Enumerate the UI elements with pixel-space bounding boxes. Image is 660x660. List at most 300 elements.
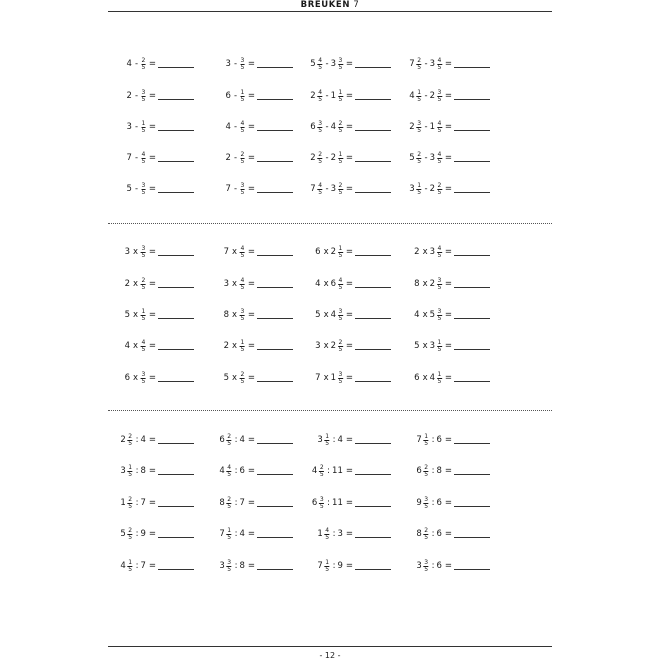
fraction	[437, 152, 442, 165]
denominator: 5	[227, 471, 232, 478]
fraction	[128, 560, 133, 573]
answer-blank[interactable]	[355, 161, 391, 162]
numerator: 2	[319, 463, 324, 471]
numerator: 3	[417, 119, 422, 127]
denominator: 5	[141, 346, 146, 353]
operator: x	[133, 279, 139, 289]
operand	[140, 278, 147, 291]
operand	[332, 466, 344, 476]
equals-sign: =	[444, 122, 452, 132]
problem-multiplication	[315, 370, 353, 386]
equals-sign: =	[247, 466, 255, 476]
page-title	[108, 0, 552, 11]
whole-number: 1	[330, 373, 337, 383]
answer-blank[interactable]	[158, 192, 194, 193]
answer-blank[interactable]	[158, 99, 194, 100]
denominator: 5	[417, 189, 422, 196]
operand	[239, 246, 246, 259]
numerator: 3	[338, 307, 343, 315]
numerator: 1	[338, 244, 343, 252]
answer-blank[interactable]	[158, 161, 194, 162]
answer-blank[interactable]	[355, 443, 391, 444]
answer-blank[interactable]	[257, 161, 293, 162]
operand	[409, 121, 422, 134]
fraction	[240, 278, 245, 291]
answer-blank[interactable]	[257, 99, 293, 100]
problem-division	[317, 526, 353, 542]
equals-sign: =	[148, 279, 156, 289]
operator: -	[134, 184, 139, 194]
problem-multiplication	[125, 276, 156, 292]
operand	[416, 560, 429, 573]
whole-number: 7	[140, 498, 146, 508]
numerator: 3	[424, 495, 429, 503]
operand	[331, 372, 344, 385]
problem-subtraction	[226, 56, 255, 72]
fraction	[227, 497, 232, 510]
whole-number: 2	[429, 279, 436, 289]
problem-subtraction	[127, 181, 156, 197]
problem-division	[312, 463, 353, 479]
answer-blank[interactable]	[454, 349, 490, 350]
fraction	[141, 278, 146, 291]
operator: -	[134, 59, 139, 69]
equals-sign: =	[345, 279, 353, 289]
whole-number: 6	[124, 373, 131, 383]
answer-blank[interactable]	[454, 255, 490, 256]
operator: :	[135, 466, 139, 476]
operator: :	[431, 561, 435, 571]
problem-division	[120, 432, 156, 448]
problem-multiplication	[315, 307, 353, 323]
answer-blank[interactable]	[454, 474, 490, 475]
answer-blank[interactable]	[158, 474, 194, 475]
problem-subtraction	[226, 150, 255, 166]
answer-blank[interactable]	[158, 537, 194, 538]
numerator: 3	[437, 307, 442, 315]
whole-number: 9	[140, 529, 146, 539]
answer-blank[interactable]	[355, 318, 391, 319]
answer-blank[interactable]	[257, 381, 293, 382]
problem-subtraction	[409, 150, 452, 166]
operand	[226, 184, 232, 194]
whole-number: 2	[330, 341, 337, 351]
answer-blank[interactable]	[454, 99, 490, 100]
answer-blank[interactable]	[257, 318, 293, 319]
answer-blank[interactable]	[454, 443, 490, 444]
operand	[226, 91, 232, 101]
denominator: 5	[417, 158, 422, 165]
whole-number: 6	[310, 122, 316, 132]
answer-blank[interactable]	[454, 381, 490, 382]
equals-sign: =	[444, 498, 452, 508]
answer-blank[interactable]	[158, 381, 194, 382]
whole-number: 4	[120, 561, 126, 571]
denominator: 5	[437, 315, 442, 322]
numerator: 4	[240, 276, 245, 284]
problem-division	[120, 558, 156, 574]
problem-division	[416, 432, 452, 448]
whole-number: 7	[140, 561, 146, 571]
operator: -	[325, 153, 329, 163]
numerator: 1	[437, 370, 442, 378]
whole-number: 1	[120, 498, 126, 508]
problem-multiplication	[125, 244, 156, 260]
whole-number: 5	[409, 153, 415, 163]
equals-sign: =	[345, 153, 353, 163]
operand	[140, 561, 146, 571]
fraction	[417, 58, 422, 71]
operator: x	[232, 279, 238, 289]
fraction	[424, 560, 429, 573]
operand	[140, 58, 147, 71]
whole-number: 2	[124, 279, 131, 289]
problem-subtraction	[127, 56, 156, 72]
answer-blank[interactable]	[257, 474, 293, 475]
operand	[125, 247, 131, 257]
operator: :	[234, 466, 238, 476]
answer-blank[interactable]	[454, 287, 490, 288]
fraction	[141, 340, 146, 353]
whole-number: 4	[124, 341, 131, 351]
denominator: 5	[240, 64, 245, 71]
operand	[331, 278, 344, 291]
operand	[140, 246, 147, 259]
answer-blank[interactable]	[158, 443, 194, 444]
answer-blank[interactable]	[257, 255, 293, 256]
answer-blank[interactable]	[355, 474, 391, 475]
whole-number: 6	[436, 498, 442, 508]
denominator: 5	[325, 440, 330, 447]
numerator: 3	[240, 56, 245, 64]
numerator: 4	[240, 119, 245, 127]
operator: x	[422, 341, 428, 351]
operand	[409, 183, 422, 196]
numerator: 3	[240, 307, 245, 315]
problem-division	[120, 526, 156, 542]
answer-blank[interactable]	[158, 349, 194, 350]
problem-division	[317, 558, 353, 574]
fraction	[417, 121, 422, 134]
whole-number: 4	[315, 279, 321, 289]
fraction	[227, 434, 232, 447]
numerator: 4	[318, 56, 323, 64]
operand	[430, 183, 443, 196]
equals-sign: =	[247, 91, 255, 101]
whole-number: 6	[416, 466, 422, 476]
operator: -	[233, 153, 238, 163]
problem-multiplication	[315, 276, 353, 292]
denominator: 5	[338, 127, 343, 134]
answer-blank[interactable]	[158, 255, 194, 256]
numerator: 2	[338, 338, 343, 346]
numerator: 4	[240, 244, 245, 252]
operand	[315, 247, 321, 257]
operator: x	[133, 247, 139, 257]
answer-blank[interactable]	[355, 255, 391, 256]
numerator: 1	[424, 432, 429, 440]
whole-number: 8	[219, 498, 225, 508]
denominator: 5	[128, 440, 133, 447]
whole-number: 6	[311, 498, 318, 508]
equals-sign: =	[148, 247, 156, 257]
fraction	[128, 465, 133, 478]
operand	[310, 183, 323, 196]
whole-number: 11	[332, 498, 343, 508]
operand	[416, 465, 429, 478]
header-rule	[108, 11, 552, 12]
denominator: 5	[141, 158, 146, 165]
fraction	[338, 309, 343, 322]
problem-subtraction	[127, 88, 156, 104]
operand	[219, 465, 232, 478]
numerator: 4	[437, 244, 442, 252]
whole-number: 5	[310, 59, 316, 69]
whole-number: 7	[416, 435, 422, 445]
equals-sign: =	[444, 247, 452, 257]
operator: -	[134, 153, 139, 163]
numerator: 2	[227, 495, 232, 503]
whole-number: 9	[337, 561, 343, 571]
whole-number: 8	[223, 310, 230, 320]
equals-sign: =	[444, 561, 452, 571]
operand	[414, 279, 420, 289]
denominator: 5	[141, 189, 146, 196]
equals-sign: =	[345, 59, 353, 69]
operator: :	[135, 529, 139, 539]
fraction	[240, 121, 245, 134]
answer-blank[interactable]	[158, 506, 194, 507]
numerator: 4	[437, 119, 442, 127]
whole-number: 2	[223, 341, 230, 351]
denominator: 5	[437, 158, 442, 165]
answer-blank[interactable]	[355, 506, 391, 507]
whole-number: 6	[436, 529, 442, 539]
operand	[140, 183, 147, 196]
denominator: 5	[338, 284, 343, 291]
answer-blank[interactable]	[454, 506, 490, 507]
problem-multiplication	[414, 276, 452, 292]
operator: :	[431, 435, 435, 445]
answer-blank[interactable]	[454, 67, 490, 68]
problem-multiplication	[224, 276, 255, 292]
answer-blank[interactable]	[454, 569, 490, 570]
operand	[127, 59, 133, 69]
operand	[125, 373, 131, 383]
numerator: 1	[437, 338, 442, 346]
whole-number: 4	[337, 435, 343, 445]
fraction	[437, 90, 442, 103]
whole-number: 1	[317, 529, 323, 539]
equals-sign: =	[247, 498, 255, 508]
equals-sign: =	[148, 466, 156, 476]
operand	[414, 373, 420, 383]
numerator: 1	[141, 119, 146, 127]
operator: :	[327, 498, 331, 508]
operand	[430, 90, 443, 103]
fraction	[141, 372, 146, 385]
whole-number: 4	[219, 466, 225, 476]
fraction	[128, 434, 133, 447]
whole-number: 2	[330, 153, 337, 163]
fraction	[240, 152, 245, 165]
equals-sign: =	[345, 184, 353, 194]
whole-number: 2	[225, 153, 231, 163]
problem-multiplication	[315, 338, 353, 354]
answer-blank[interactable]	[454, 161, 490, 162]
equals-sign: =	[247, 59, 255, 69]
answer-blank[interactable]	[257, 192, 293, 193]
answer-blank[interactable]	[355, 99, 391, 100]
answer-blank[interactable]	[158, 130, 194, 131]
equals-sign: =	[148, 435, 156, 445]
numerator: 2	[128, 526, 133, 534]
answer-blank[interactable]	[454, 537, 490, 538]
denominator: 5	[424, 566, 429, 573]
operator: x	[232, 373, 238, 383]
operand	[317, 528, 330, 541]
denominator: 5	[325, 534, 330, 541]
equals-sign: =	[148, 184, 156, 194]
denominator: 5	[240, 378, 245, 385]
fraction	[318, 121, 323, 134]
answer-blank[interactable]	[257, 287, 293, 288]
operator: -	[233, 184, 238, 194]
denominator: 5	[227, 440, 232, 447]
operand	[224, 247, 230, 257]
answer-blank[interactable]	[355, 537, 391, 538]
operand	[226, 122, 232, 132]
operand	[312, 465, 325, 478]
equals-sign: =	[345, 498, 353, 508]
denominator: 5	[417, 96, 422, 103]
numerator: 3	[141, 370, 146, 378]
denominator: 5	[338, 158, 343, 165]
problem-subtraction	[226, 88, 255, 104]
whole-number: 3	[429, 59, 436, 69]
whole-number: 7	[219, 529, 225, 539]
operand	[239, 309, 246, 322]
answer-blank[interactable]	[158, 569, 194, 570]
problem-division	[317, 432, 353, 448]
answer-blank[interactable]	[355, 349, 391, 350]
fraction	[437, 58, 442, 71]
fraction	[338, 340, 343, 353]
problem-multiplication	[224, 307, 255, 323]
whole-number: 5	[414, 341, 420, 351]
answer-blank[interactable]	[257, 349, 293, 350]
denominator: 5	[437, 64, 442, 71]
fraction	[318, 58, 323, 71]
operand	[430, 340, 443, 353]
problem-subtraction	[310, 88, 353, 104]
equals-sign: =	[444, 153, 452, 163]
operand	[337, 435, 343, 445]
footer-rule	[108, 646, 552, 647]
operator: x	[323, 341, 329, 351]
whole-number: 6	[436, 435, 442, 445]
fraction	[319, 497, 324, 510]
equals-sign: =	[148, 498, 156, 508]
answer-blank[interactable]	[257, 506, 293, 507]
answer-blank[interactable]	[257, 443, 293, 444]
denominator: 5	[424, 471, 429, 478]
answer-blank[interactable]	[257, 569, 293, 570]
fraction	[437, 372, 442, 385]
page-number: - 12 -	[319, 651, 341, 660]
equals-sign: =	[345, 341, 353, 351]
whole-number: 4	[414, 310, 420, 320]
operand	[140, 498, 146, 508]
answer-blank[interactable]	[454, 130, 490, 131]
fraction	[338, 372, 343, 385]
numerator: 3	[141, 181, 146, 189]
fraction	[318, 183, 323, 196]
answer-blank[interactable]	[257, 130, 293, 131]
operand	[310, 90, 323, 103]
fraction	[437, 340, 442, 353]
answer-blank[interactable]	[454, 192, 490, 193]
title-text: BREUKEN	[300, 0, 351, 10]
operand	[239, 278, 246, 291]
fraction	[437, 246, 442, 259]
whole-number: 4	[409, 91, 415, 101]
answer-blank[interactable]	[355, 67, 391, 68]
answer-blank[interactable]	[257, 537, 293, 538]
equals-sign: =	[148, 373, 156, 383]
operator: :	[431, 466, 435, 476]
equals-sign: =	[444, 373, 452, 383]
answer-blank[interactable]	[355, 192, 391, 193]
answer-blank[interactable]	[355, 130, 391, 131]
denominator: 5	[424, 534, 429, 541]
whole-number: 3	[429, 153, 436, 163]
operator: -	[424, 184, 428, 194]
answer-blank[interactable]	[158, 67, 194, 68]
operand	[409, 152, 422, 165]
answer-blank[interactable]	[158, 287, 194, 288]
denominator: 5	[417, 127, 422, 134]
whole-number: 4	[330, 122, 337, 132]
operator: x	[232, 247, 238, 257]
answer-blank[interactable]	[454, 318, 490, 319]
answer-blank[interactable]	[257, 67, 293, 68]
answer-blank[interactable]	[355, 381, 391, 382]
operand	[414, 247, 420, 257]
answer-blank[interactable]	[158, 318, 194, 319]
operand	[409, 58, 422, 71]
operand	[436, 561, 442, 571]
fraction	[141, 309, 146, 322]
operator: :	[332, 435, 336, 445]
denominator: 5	[240, 346, 245, 353]
numerator: 3	[338, 370, 343, 378]
problem-multiplication	[414, 338, 452, 354]
answer-blank[interactable]	[355, 569, 391, 570]
whole-number: 3	[124, 247, 131, 257]
equals-sign: =	[444, 91, 452, 101]
equals-sign: =	[444, 184, 452, 194]
answer-blank[interactable]	[355, 287, 391, 288]
problem-division	[416, 526, 452, 542]
operand	[331, 309, 344, 322]
numerator: 2	[424, 463, 429, 471]
numerator: 2	[417, 56, 422, 64]
operand	[125, 279, 131, 289]
operand	[239, 121, 246, 134]
operand	[127, 122, 133, 132]
whole-number: 2	[310, 153, 316, 163]
